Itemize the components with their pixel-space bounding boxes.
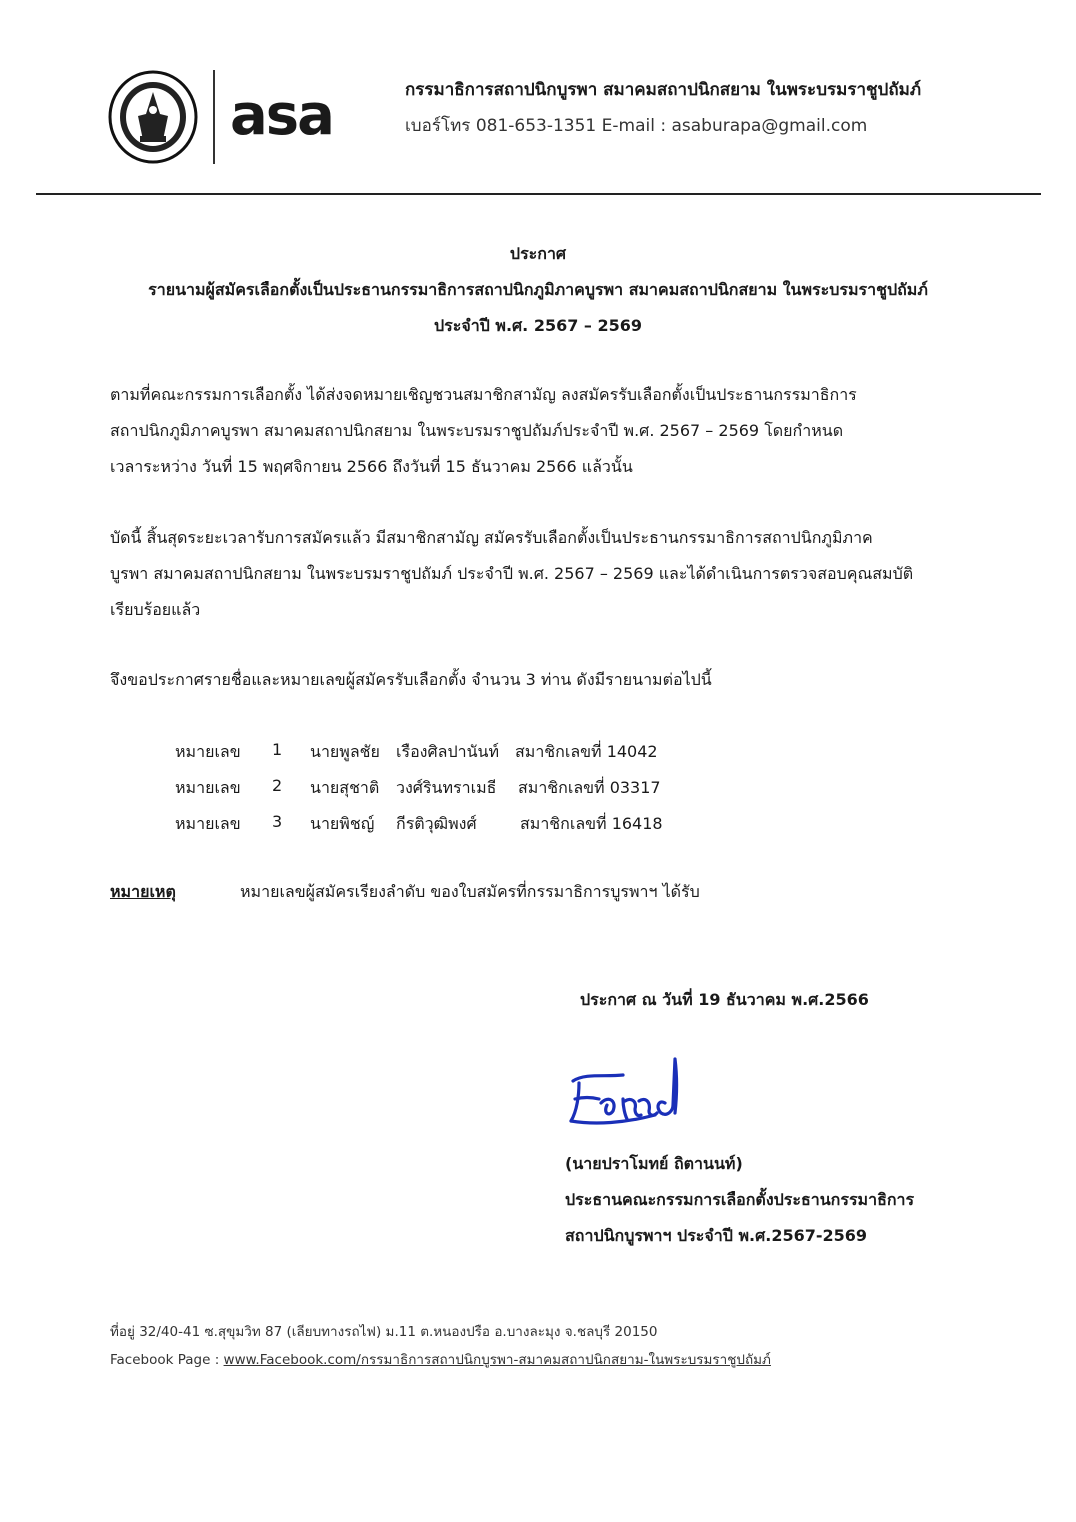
announcement-date: ประกาศ ณ วันที่ 19 ธันวาคม พ.ศ.2566: [580, 990, 869, 1009]
signatory-title-2: สถาปนิกบูรพาฯ ประจำปี พ.ศ.2567-2569: [565, 1226, 868, 1245]
candidate-firstname: นายสุชาติ: [310, 778, 380, 797]
header-divider: [213, 70, 215, 164]
paragraph-line: บูรพา สมาคมสถาปนิกสยาม ในพระบรมราชูปถัมภ์ ประจำปี พ.ศ. 2567 – 2569 และได้ดำเนินการตรวจสอบคุณสมบัติ: [110, 564, 914, 583]
facebook-label: Facebook Page :: [110, 1352, 224, 1368]
candidate-lastname: เรืองศิลปานันท์: [396, 742, 500, 761]
candidate-lastname: วงศ์รินทราเมธี: [396, 778, 497, 797]
organization-contact: เบอร์โทร 081-653-1351 E-mail : asaburapa@gmail.com: [405, 116, 868, 136]
handwritten-signature: [565, 1055, 715, 1135]
paragraph-line: ตามที่คณะกรรมการเลือกตั้ง ได้ส่งจดหมายเชิญชวนสมาชิกสามัญ ลงสมัครรับเลือกตั้งเป็นประธานกรรมาธิการ: [110, 385, 857, 404]
paragraph-line: จึงขอประกาศรายชื่อและหมายเลขผู้สมัครรับเลือกตั้ง จำนวน 3 ท่าน ดังมีรายนามต่อไปนี้: [110, 670, 712, 689]
announcement-subject: รายนามผู้สมัครเลือกตั้งเป็นประธานกรรมาธิการสถาปนิกภูมิภาคบูรพา สมาคมสถาปนิกสยาม ในพระบรมราชูปถัมภ์: [148, 280, 928, 299]
paragraph-status: [110, 520, 960, 628]
signatory-name: (นายปราโมทย์ ถิตานนท์): [565, 1154, 743, 1173]
paragraph-line: บัดนี้ สิ้นสุดระยะเวลารับการสมัครแล้ว มีสมาชิกสามัญ สมัครรับเลือกตั้งเป็นประธานกรรมาธิการสถาปนิกภูมิภาค: [110, 528, 873, 547]
association-seal-logo: [108, 70, 198, 164]
organization-title: กรรมาธิการสถาปนิกบูรพา สมาคมสถาปนิกสยาม ในพระบรมราชูปถัมภ์: [405, 80, 922, 100]
note-label: หมายเหตุ: [110, 882, 176, 901]
footer-address: ที่อยู่ 32/40-41 ซ.สุขุมวิท 87 (เลียบทางรถไฟ) ม.11 ต.หนองปรือ อ.บางละมุง จ.ชลบุรี 20150: [110, 1324, 658, 1340]
candidate-label: หมายเลข: [175, 814, 241, 833]
announcement-heading: ประกาศ: [509, 244, 567, 263]
candidate-lastname: กีรติวุฒิพงศ์: [396, 814, 477, 833]
signatory-title: ประธานคณะกรรมการเลือกตั้งประธานกรรมาธิการ: [565, 1190, 915, 1209]
footer-facebook: [110, 1348, 771, 1370]
announcement-period: ประจำปี พ.ศ. 2567 – 2569: [433, 316, 643, 335]
paragraph-line: เวลาระหว่าง วันที่ 15 พฤศจิกายน 2566 ถึงวันที่ 15 ธันวาคม 2566 แล้วนั้น: [110, 457, 633, 476]
candidate-number: 1: [272, 740, 283, 759]
candidate-member-no: สมาชิกเลขที่ 16418: [520, 814, 663, 833]
paragraph-announce: [110, 662, 960, 698]
candidate-member-no: สมาชิกเลขที่ 03317: [518, 778, 661, 797]
paragraph-line: สถาปนิกภูมิภาคบูรพา สมาคมสถาปนิกสยาม ในพระบรมราชูปถัมภ์ประจำปี พ.ศ. 2567 – 2569 โดยกำหนด: [110, 421, 844, 440]
candidate-member-no: สมาชิกเลขที่ 14042: [515, 742, 658, 761]
candidate-number: 3: [272, 812, 283, 831]
candidate-firstname: นายพูลชัย: [310, 742, 380, 761]
candidate-number: 2: [272, 776, 283, 795]
asa-logo-text: asa: [230, 94, 333, 140]
candidate-label: หมายเลข: [175, 778, 241, 797]
paragraph-line: เรียบร้อยแล้ว: [110, 600, 201, 619]
note-text: หมายเลขผู้สมัครเรียงลำดับ ของใบสมัครที่กรรมาธิการบูรพาฯ ได้รับ: [240, 882, 700, 901]
paragraph-invitation: [110, 377, 960, 485]
asa-logo: [230, 94, 370, 140]
candidate-label: หมายเลข: [175, 742, 241, 761]
header-rule: [36, 193, 1041, 195]
facebook-link[interactable]: www.Facebook.com/กรรมาธิการสถาปนิกบูรพา-สมาคมสถาปนิกสยาม-ในพระบรมราชูปถัมภ์: [223, 1352, 771, 1368]
candidate-firstname: นายพิชญ์: [310, 814, 375, 833]
